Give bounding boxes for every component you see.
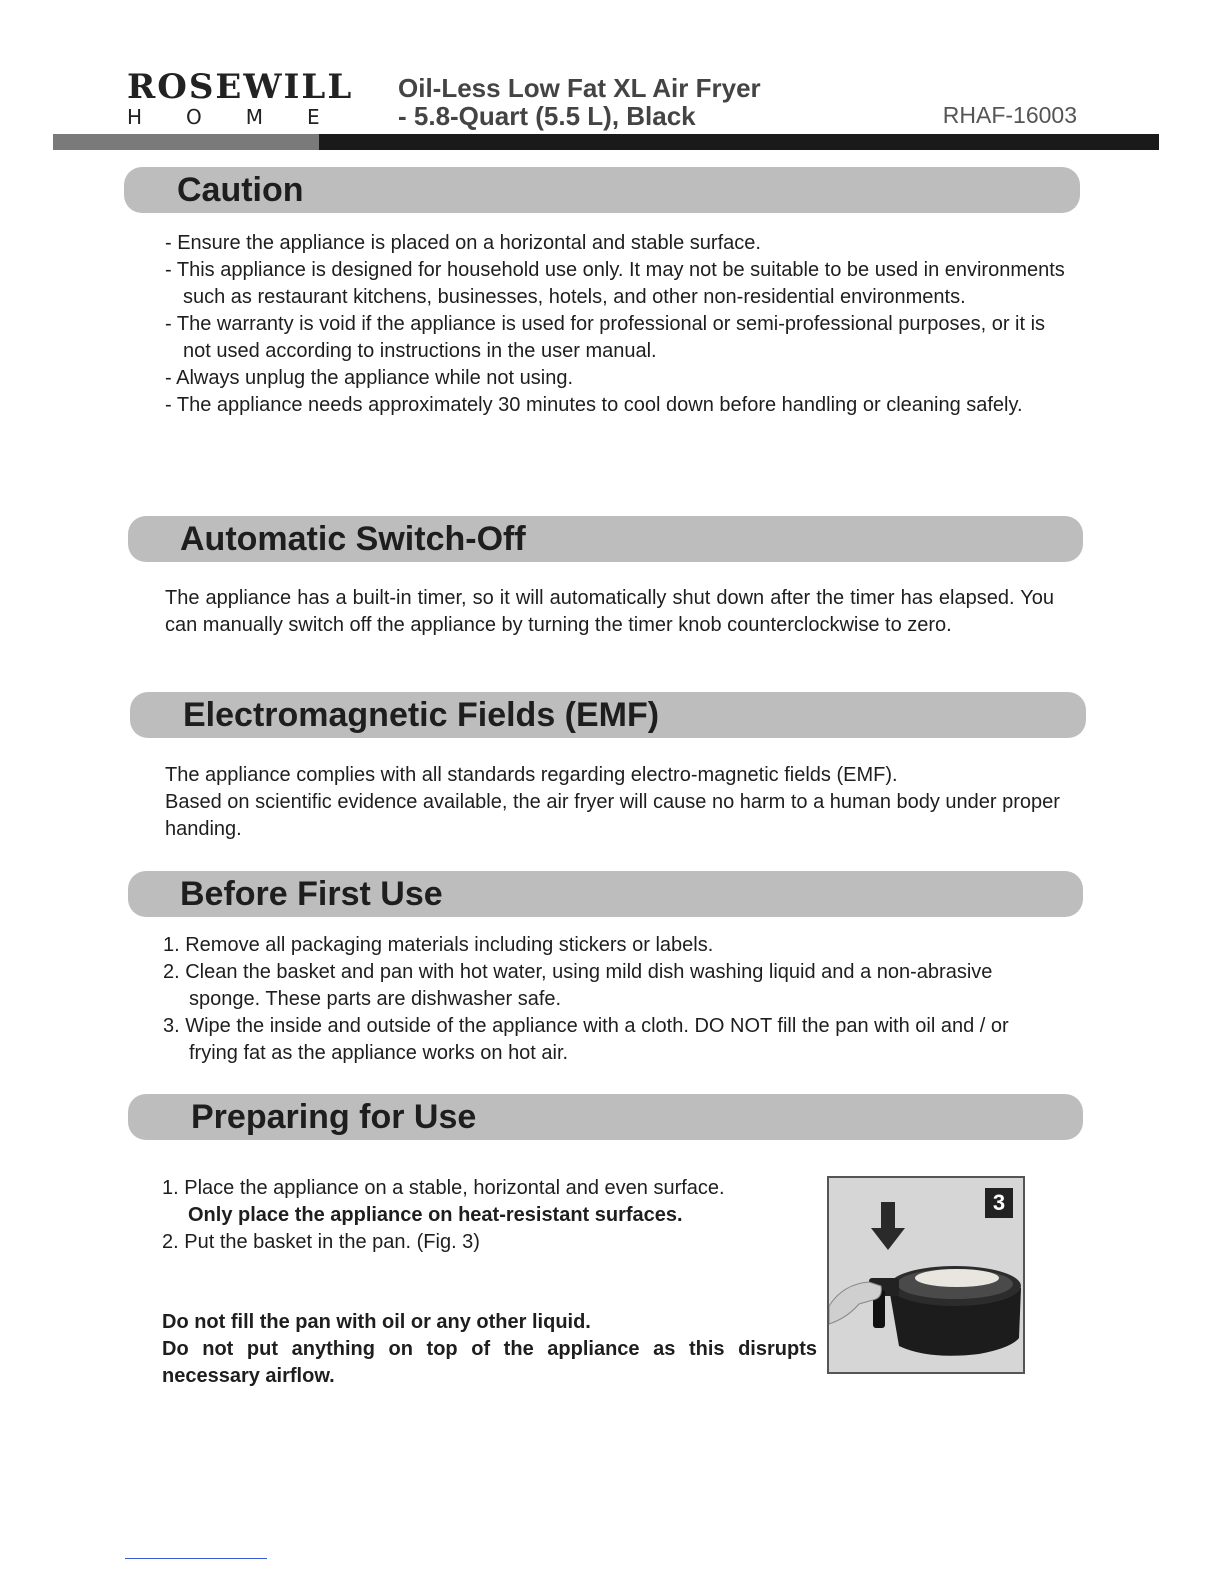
warning-line: Do not put anything on top of the appliance as this disrupts necessary airflow.	[162, 1338, 817, 1387]
preparing-item-1-text: 1. Place the appliance on a stable, horizontal and even surface.	[162, 1177, 725, 1199]
auto-off-body: The appliance has a built-in timer, so it will automatically shut down after the timer has elapsed. You can manually switch off the appliance by turning the timer knob counterclockwise to zero.	[165, 587, 1054, 636]
product-title-line2: - 5.8-Quart (5.5 L), Black	[398, 101, 696, 131]
section-caution-title: Caution	[177, 171, 304, 209]
emf-line: The appliance complies with all standards regarding electro-magnetic fields (EMF).	[165, 764, 898, 786]
preparing-item-2: 2. Put the basket in the pan. (Fig. 3)	[162, 1231, 480, 1253]
first-use-item: 1. Remove all packaging materials including stickers or labels.	[163, 934, 714, 956]
brand-sub: HOME	[127, 105, 364, 129]
section-first-use-title: Before First Use	[180, 875, 443, 913]
product-title	[398, 74, 761, 130]
caution-item: - The warranty is void if the appliance is used for professional or semi-professional purposes, or it is not used according to instructions in the user manual.	[165, 313, 1046, 362]
section-caution-bar	[124, 167, 1080, 213]
caution-item: - Ensure the appliance is placed on a horizontal and stable surface.	[165, 232, 761, 254]
first-use-item: 3. Wipe the inside and outside of the appliance with a cloth. DO NOT fill the pan with oil and / or frying fat as the appliance works on hot air.	[163, 1015, 1009, 1064]
header-rule-grey	[53, 134, 319, 150]
section-emf-bar	[130, 692, 1086, 738]
section-first-use-bar	[128, 871, 1083, 917]
model-number: RHAF-16003	[942, 102, 1077, 128]
section-emf-title: Electromagnetic Fields (EMF)	[183, 696, 660, 734]
figure-number-badge: 3	[985, 1188, 1013, 1218]
down-arrow-icon	[871, 1202, 905, 1250]
caution-item: - This appliance is designed for household use only. It may not be suitable to be used in environments such as restaurant kitchens, businesses, hotels, and other non-residential environments.	[165, 259, 1065, 308]
emf-body	[165, 762, 1065, 843]
section-auto-off-bar	[128, 516, 1083, 562]
first-use-list	[163, 932, 1048, 1067]
product-title-line1: Oil-Less Low Fat XL Air Fryer	[398, 73, 761, 103]
preparing-warnings	[162, 1309, 817, 1390]
brand-logo	[127, 67, 364, 129]
preparing-item-1	[162, 1175, 812, 1229]
footer-link-line	[125, 1558, 267, 1559]
header-rule-black	[319, 134, 1159, 150]
preparing-list	[162, 1175, 812, 1256]
caution-item: - The appliance needs approximately 30 minutes to cool down before handling or cleaning safely.	[165, 394, 1023, 416]
section-preparing-bar	[128, 1094, 1083, 1140]
section-auto-off-title: Automatic Switch-Off	[180, 520, 526, 558]
emf-line: Based on scientific evidence available, the air fryer will cause no harm to a human body under proper handing.	[165, 791, 1060, 840]
page-header	[0, 0, 1224, 150]
section-preparing-title: Preparing for Use	[191, 1098, 477, 1136]
figure-3	[827, 1176, 1025, 1374]
brand-name: ROSEWILL	[127, 67, 354, 107]
preparing-item-1-bold: Only place the appliance on heat-resistant surfaces.	[188, 1204, 683, 1226]
first-use-item: 2. Clean the basket and pan with hot water, using mild dish washing liquid and a non-abrasive sponge. These parts are dishwasher safe.	[163, 961, 993, 1010]
caution-item: - Always unplug the appliance while not using.	[165, 367, 574, 389]
caution-list	[165, 230, 1070, 419]
warning-line: Do not fill the pan with oil or any other liquid.	[162, 1311, 591, 1333]
